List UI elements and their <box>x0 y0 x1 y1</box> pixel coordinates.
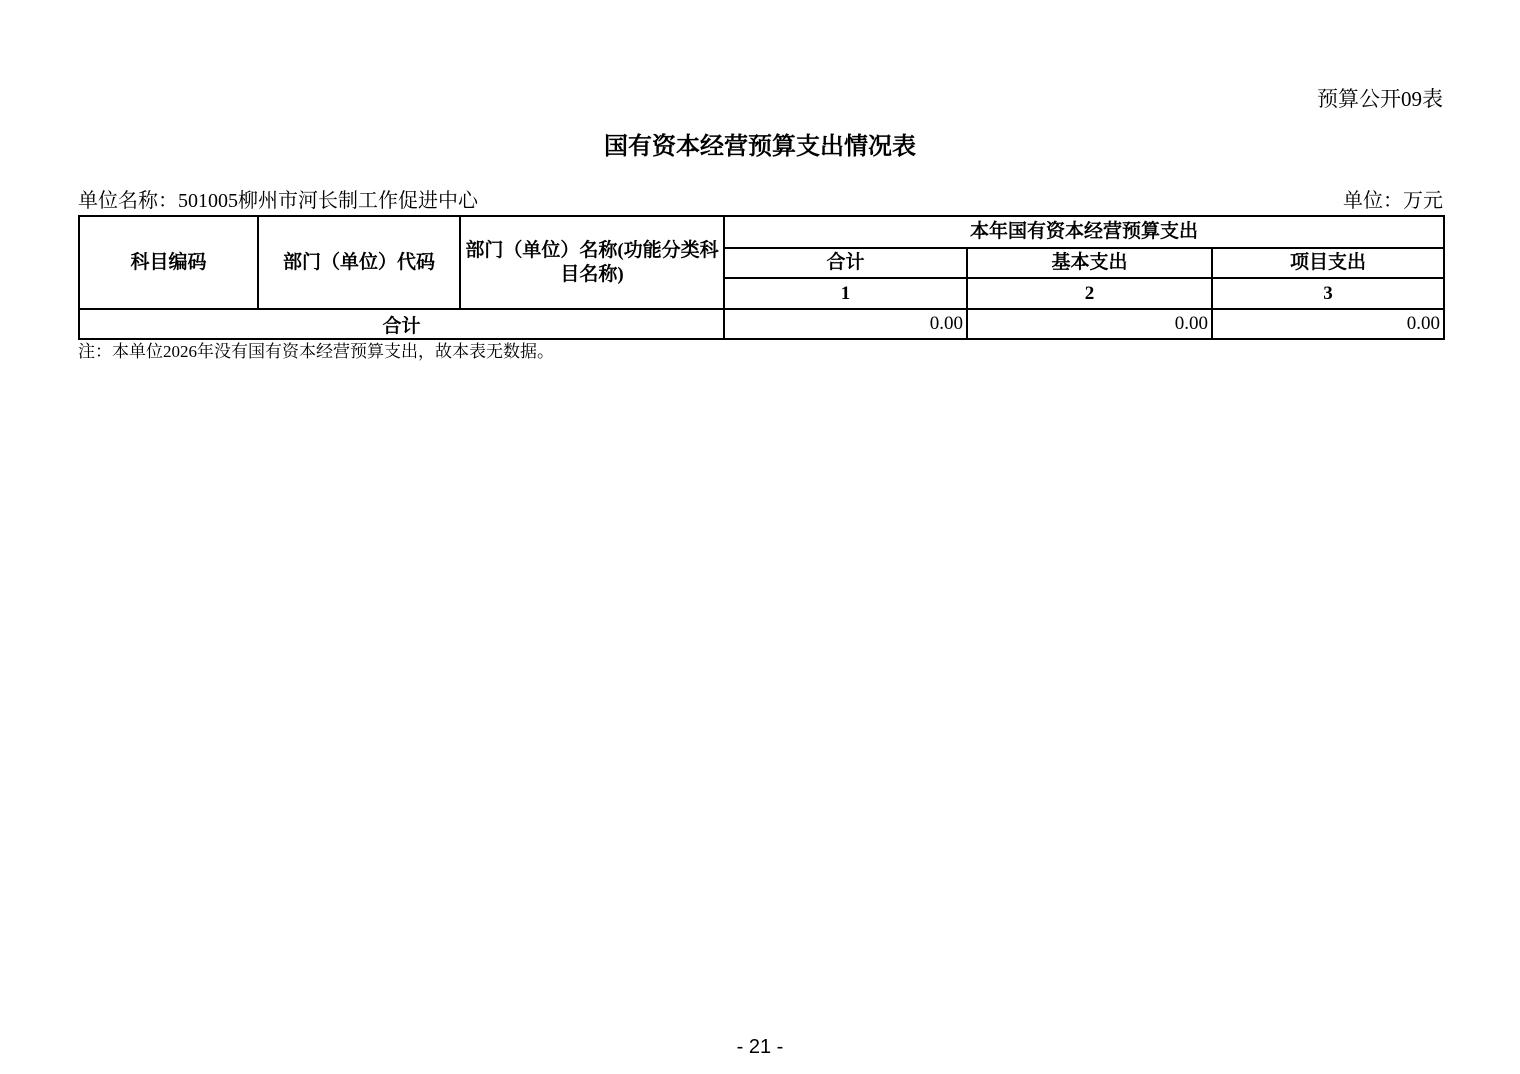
page-title: 国有资本经营预算支出情况表 <box>604 134 916 160</box>
table-row-total <box>79 309 1444 339</box>
header-row-group <box>79 216 1444 248</box>
header-num-total: 1 <box>724 278 967 309</box>
header-col-project: 项目支出 <box>1212 248 1444 278</box>
header-num-project: 3 <box>1212 278 1444 309</box>
header-col-basic: 基本支出 <box>967 248 1212 278</box>
budget-expenditure-table <box>78 215 1445 340</box>
total-value: 0.00 <box>724 309 967 339</box>
header-col-total: 合计 <box>724 248 967 278</box>
table-footnote: 注：本单位2026年没有国有资本经营预算支出，故本表无数据。 <box>78 342 554 361</box>
header-dept-name: 部门（单位）名称(功能分类科目名称) <box>460 216 724 309</box>
header-dept-code: 部门（单位）代码 <box>258 216 460 309</box>
unit-name-label: 单位名称：501005柳州市河长制工作促进中心 <box>78 190 478 212</box>
project-expenditure-value: 0.00 <box>1212 309 1444 339</box>
unit-measure-label: 单位：万元 <box>1343 190 1443 212</box>
header-subject-code: 科目编码 <box>79 216 258 309</box>
basic-expenditure-value: 0.00 <box>967 309 1212 339</box>
form-number-label: 预算公开09表 <box>1317 87 1443 111</box>
page-number: - 21 - <box>736 1036 784 1058</box>
header-num-basic: 2 <box>967 278 1212 309</box>
table-meta-row <box>78 188 1443 214</box>
total-row-label: 合计 <box>79 309 724 339</box>
header-group-current-year: 本年国有资本经营预算支出 <box>724 216 1444 248</box>
